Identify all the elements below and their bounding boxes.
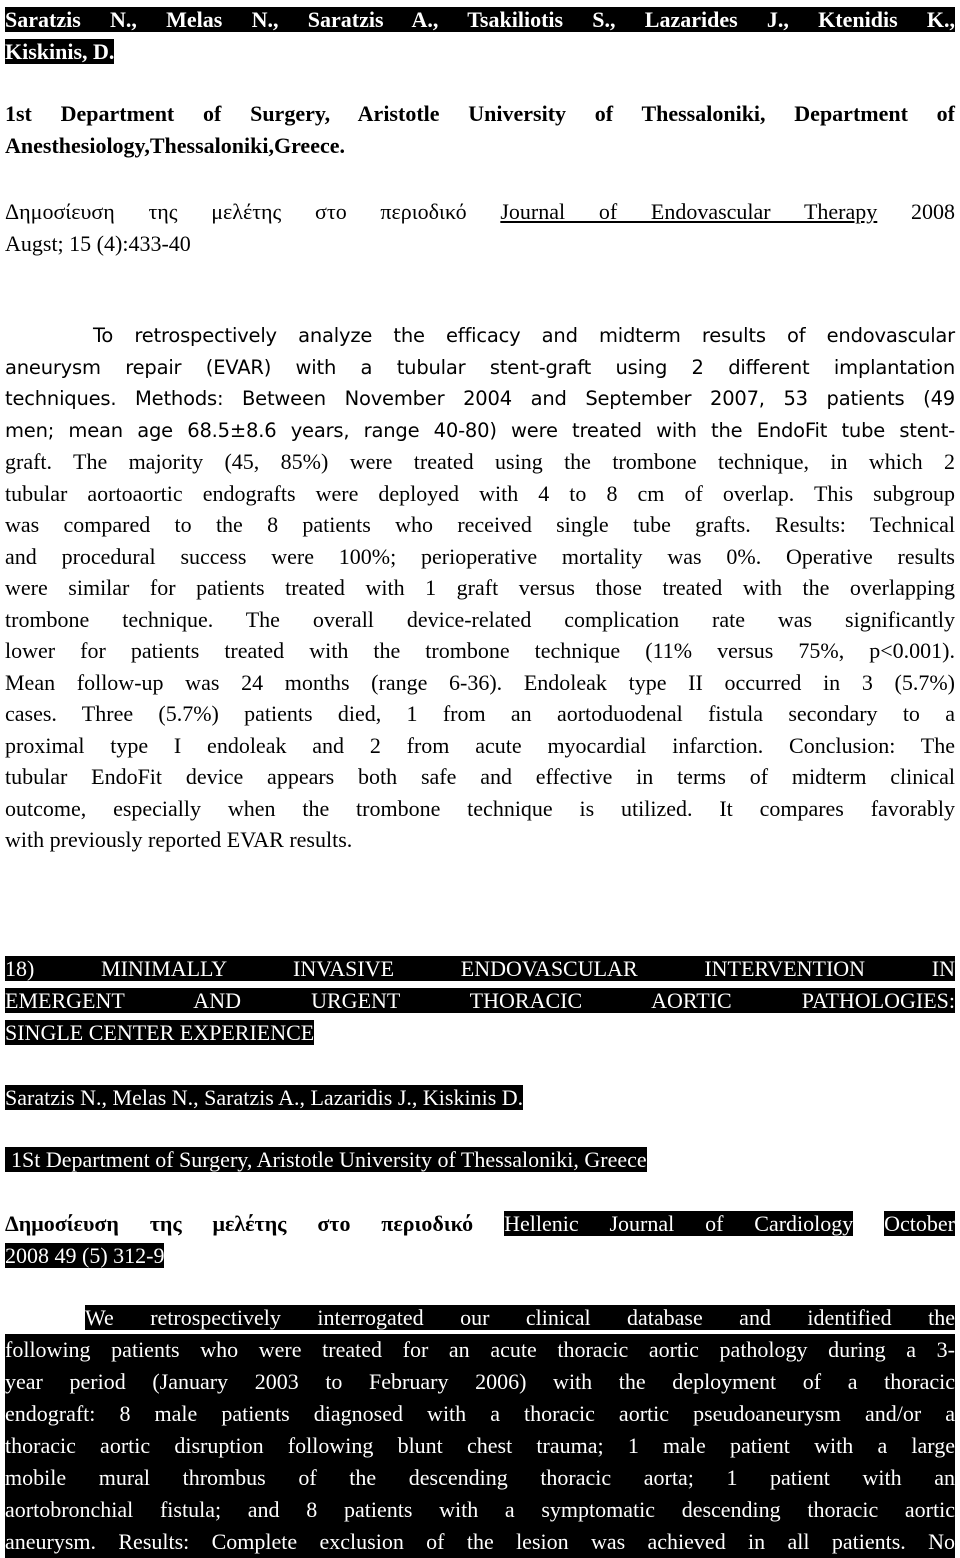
abstract-line: We retrospectively interrogated our clinical database and identified the <box>85 1305 955 1330</box>
abstract-line: and procedural success were 100%; perioperative mortality was 0%. Operative results <box>5 543 955 569</box>
publication-year: 2008 <box>911 199 956 224</box>
abstract-line: graft. The majority (45, 85%) were treated using the trombone technique, in which 2 <box>5 449 955 474</box>
abstract-line: trombone technique. The overall device-related complication rate was significantly <box>5 606 955 632</box>
abstract-line: proximal type I endoleak and 2 from acute myocardial infarction. Conclusion: The <box>5 732 955 758</box>
article-authors: Saratzis N., Melas N., Saratzis A., Lazaridis J., Kiskinis D. <box>5 1085 524 1110</box>
abstract-line: mobile mural thrombus of the descending thoracic aorta; 1 patient with an <box>5 1462 955 1494</box>
abstract-line: men; mean age 68.5±8.6 years, range 40-80) were treated with the EndoFit tube stent- <box>5 418 955 442</box>
authors-line: Saratzis N., Melas N., Saratzis A., Tsakiliotis S., Lazarides J., Ktenidis K., <box>5 7 955 32</box>
article-authors <box>5 4 955 68</box>
abstract-line: year period (January 2003 to February 2006) with the deployment of a thoracic <box>5 1366 955 1398</box>
abstract-line: were similar for patients treated with 1 graft versus those treated with the overlapping <box>5 575 955 600</box>
department-line: 1st Department of Surgery, Aristotle University of Thessaloniki, Department of <box>5 101 955 126</box>
abstract-line: outcome, especially when the trombone technique is utilized. It compares favorably <box>5 795 955 821</box>
publication-info <box>5 196 955 260</box>
title-line: EMERGENT AND URGENT THORACIC AORTIC PATHOLOGIES: <box>5 988 955 1013</box>
journal-name: Journal of Endovascular Therapy <box>500 199 878 224</box>
title-line: SINGLE CENTER EXPERIENCE <box>5 1020 315 1045</box>
abstract-line: with previously reported EVAR results. <box>5 827 353 852</box>
abstract-line: Mean follow-up was 24 months (range 6-36). Endoleak type II occurred in 3 (5.7%) <box>5 669 955 695</box>
publication-month: October <box>884 1211 955 1236</box>
authors-line: Kiskinis, D. <box>5 39 115 64</box>
article-title <box>5 953 955 1049</box>
title-line: 18) MINIMALLY INVASIVE ENDOVASCULAR INTERVENTION IN <box>5 956 955 981</box>
abstract-line: endograft: 8 male patients diagnosed with a thoracic aortic pseudoaneurysm and/or a <box>5 1398 955 1430</box>
abstract-line: aneurysm. Results: Complete exclusion of the lesion was achieved in all patients. No <box>5 1526 955 1558</box>
abstract-line: cases. Three (5.7%) patients died, 1 from an aortoduodenal fistula secondary to a <box>5 701 955 726</box>
abstract-line: aortobronchial fistula; and 8 patients with a symptomatic descending thoracic aortic <box>5 1494 955 1526</box>
journal-name: Hellenic Journal of Cardiology <box>504 1211 854 1236</box>
abstract-line: thoracic aortic disruption following blunt chest trauma; 1 male patient with a large <box>5 1430 955 1462</box>
citation: 2008 49 (5) 312-9 <box>5 1243 165 1268</box>
citation: Augst; 15 (4):433-40 <box>5 231 191 256</box>
abstract-line: tubular EndoFit device appears both safe and effective in terms of midterm clinical <box>5 764 955 789</box>
abstract-line: techniques. Methods: Between November 2004 and September 2007, 53 patients (49 <box>5 387 955 410</box>
article-department <box>5 98 955 162</box>
abstract-line: was compared to the 8 patients who received single tube grafts. Results: Technical <box>5 512 955 537</box>
publication-info <box>5 1208 955 1272</box>
abstract <box>5 320 955 856</box>
abstract-line: following patients who were treated for an acute thoracic aortic pathology during a 3- <box>5 1334 955 1366</box>
abstract-line: tubular aortoaortic endografts were deployed with 4 to 8 cm of overlap. This subgroup <box>5 480 955 506</box>
article-department: 1St Department of Surgery, Aristotle University of Thessaloniki, Greece <box>5 1144 955 1176</box>
abstract <box>5 1302 955 1558</box>
department-line: Anesthesiology,Thessaloniki,Greece. <box>5 133 345 158</box>
publication-prefix: Δημοσίευση της μελέτης στο περιοδικό <box>5 1211 474 1236</box>
abstract-line: lower for patients treated with the trombone technique (11% versus 75%, p<0.001). <box>5 638 955 663</box>
abstract-line: aneurysm repair (EVAR) with a tubular stent-graft using 2 different implantation <box>5 355 955 379</box>
abstract-line: To retrospectively analyze the efficacy and midterm results of endovascular <box>93 324 955 347</box>
publication-prefix: Δημοσίευση της μελέτης στο περιοδικό <box>5 199 467 224</box>
